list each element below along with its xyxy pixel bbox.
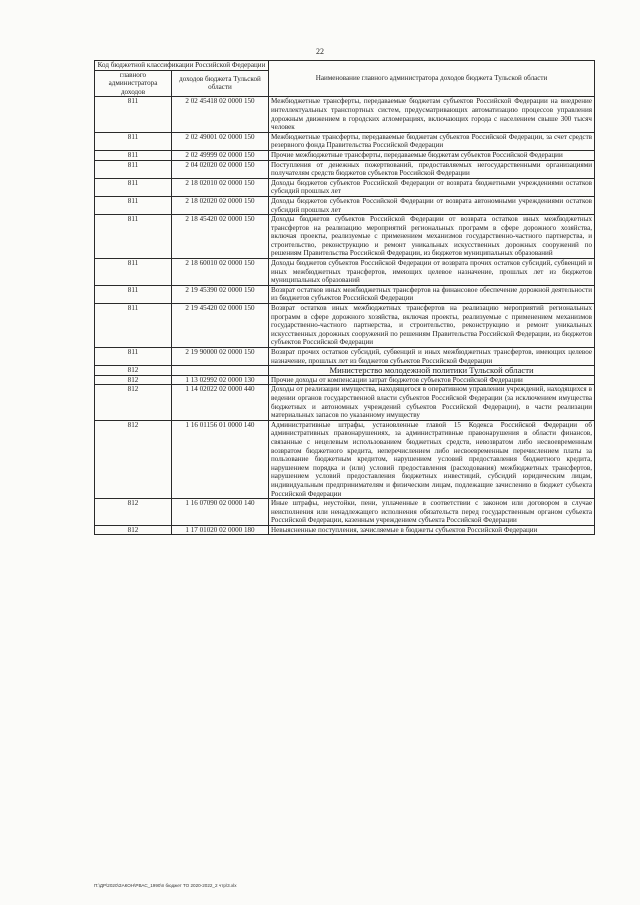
- revenue-name-cell: Поступления от денежных пожертвований, предоставляемых негосударственными организациями получателям средств бюджетов субъектов Российской Федерации: [269, 160, 595, 178]
- table-row: [95, 215, 595, 259]
- revenue-classification-table: [94, 60, 595, 535]
- revenue-code-cell: [172, 366, 269, 376]
- admin-code-cell: 812: [95, 499, 172, 526]
- table-row: [95, 132, 595, 150]
- revenue-code-cell: 2 02 49001 02 0000 150: [172, 132, 269, 150]
- admin-code-cell: 811: [95, 97, 172, 132]
- page-number: 22: [316, 47, 324, 56]
- revenue-name-cell: Доходы бюджетов субъектов Российской Федерации от возврата прочих остатков субсидий, субвенций и иных межбюджетных трансфертов, имеющих целевое назначение, прошлых лет из бюджетов муниципальных образований: [269, 259, 595, 286]
- revenue-code-cell: 2 19 45390 02 0000 150: [172, 285, 269, 303]
- revenue-name-cell: Возврат прочих остатков субсидий, субвенций и иных межбюджетных трансфертов, имеющих целевое назначение, прошлых лет из бюджетов субъектов Российской Федерации: [269, 348, 595, 366]
- admin-code-cell: 811: [95, 285, 172, 303]
- revenue-code-cell: 2 19 45420 02 0000 150: [172, 304, 269, 348]
- revenue-code-cell: 2 04 02020 02 0000 150: [172, 160, 269, 178]
- table-row: [95, 499, 595, 526]
- revenue-name-cell: Межбюджетные трансферты, передаваемые бюджетам субъектов Российской Федерации на внедрение интеллектуальных транспортных систем, предусматривающих автоматизацию процессов управления дорожным движением в городских агломерациях, включающих города с населением свыше 300 тысяч человек: [269, 97, 595, 132]
- revenue-name-cell: Невыясненные поступления, зачисляемые в бюджеты субъектов Российской Федерации: [269, 525, 595, 535]
- header-admin: главного администратора доходов: [95, 70, 172, 97]
- revenue-name-cell: Межбюджетные трансферты, передаваемые бюджетам субъектов Российской Федерации, за счет средств резервного фонда Правительства Российской Федерации: [269, 132, 595, 150]
- admin-code-cell: 811: [95, 259, 172, 286]
- table-row: [95, 97, 595, 132]
- revenue-code-cell: 2 02 49999 02 0000 150: [172, 150, 269, 160]
- table-row: [95, 259, 595, 286]
- admin-code-cell: 811: [95, 304, 172, 348]
- revenue-name-cell: Прочие межбюджетные трансферты, передаваемые бюджетам субъектов Российской Федерации: [269, 150, 595, 160]
- table-row: [95, 178, 595, 196]
- table-row: [95, 285, 595, 303]
- admin-code-cell: 811: [95, 160, 172, 178]
- revenue-name-cell: Возврат остатков иных межбюджетных трансфертов на финансовое обеспечение дорожной деятельности из бюджетов субъектов Российской Федерации: [269, 285, 595, 303]
- admin-code-cell: 811: [95, 178, 172, 196]
- admin-code-cell: 812: [95, 375, 172, 385]
- admin-code-cell: 811: [95, 348, 172, 366]
- admin-code-cell: 811: [95, 215, 172, 259]
- header-row-top: [95, 61, 595, 71]
- admin-code-cell: 811: [95, 150, 172, 160]
- revenue-name-cell: Доходы бюджетов субъектов Российской Федерации от возврата остатков иных межбюджетных трансфертов на реализацию мероприятий региональных программ в сфере дорожного хозяйства, включая проекты, реализуемые с применением механизмов государственно-частного партнерства, и строительство, реконструкцию и ремонт уникальных искусственных дорожных сооружений по решениям Правительства Российской Федерации, из бюджетов муниципальных образований: [269, 215, 595, 259]
- revenue-code-cell: 2 19 90000 02 0000 150: [172, 348, 269, 366]
- revenue-name-cell: Доходы от реализации имущества, находящегося в оперативном управлении учреждений, находящихся в ведении органов государственной власти субъектов Российской Федерации (за исключением имущества бюджетных и автономных учреждений субъектов Российской Федерации), в части реализации материальных запасов по указанному имуществу: [269, 385, 595, 420]
- admin-code-cell: 811: [95, 132, 172, 150]
- file-path-footer: П:\ДР\2020\ЗАКОН\РВАС_1990\п бюджет ТО 2020-2022_2 чтр\3.xlx: [94, 883, 237, 888]
- revenue-name-cell: Прочие доходы от компенсации затрат бюджетов субъектов Российской Федерации: [269, 375, 595, 385]
- admin-code-cell: 812: [95, 366, 172, 376]
- revenue-name-cell: Доходы бюджетов субъектов Российской Федерации от возврата автономными учреждениями остатков субсидий прошлых лет: [269, 196, 595, 214]
- admin-code-cell: 812: [95, 525, 172, 535]
- admin-code-cell: 812: [95, 420, 172, 498]
- header-revenue: доходов бюджета Тульской области: [172, 70, 269, 97]
- revenue-name-cell: Возврат остатков иных межбюджетных трансфертов на реализацию мероприятий региональных программ в сфере дорожного хозяйства, включая проекты, реализуемые с применением механизмов государственно-частного партнерства, и строительство, реконструкцию и ремонт уникальных искусственных дорожных сооружений по решениям Правительства Российской Федерации, из бюджетов субъектов Российской Федерации: [269, 304, 595, 348]
- admin-code-cell: 811: [95, 196, 172, 214]
- revenue-code-cell: 2 18 02010 02 0000 150: [172, 178, 269, 196]
- admin-code-cell: 812: [95, 385, 172, 420]
- ministry-row: [95, 366, 595, 376]
- revenue-name-cell: Иные штрафы, неустойки, пени, уплаченные в соответствии с законом или договором в случае неисполнения или ненадлежащего исполнения обязательств перед государственным органом субъекта Российской Федерации, казенным учреждением субъекта Российской Федерации: [269, 499, 595, 526]
- table-row: [95, 304, 595, 348]
- table-row: [95, 196, 595, 214]
- revenue-code-cell: 2 18 45420 02 0000 150: [172, 215, 269, 259]
- header-kbk: Код бюджетной классификации Российской Федерации: [95, 61, 269, 71]
- table-row: [95, 420, 595, 498]
- revenue-code-cell: 2 02 45418 02 0000 150: [172, 97, 269, 132]
- revenue-name-cell: Министерство молодежной политики Тульской области: [269, 366, 595, 376]
- table-row: [95, 375, 595, 385]
- table-row: [95, 385, 595, 420]
- table-row: [95, 348, 595, 366]
- revenue-code-cell: 1 14 02022 02 0000 440: [172, 385, 269, 420]
- table-body: [95, 97, 595, 535]
- revenue-code-cell: 1 13 02992 02 0000 130: [172, 375, 269, 385]
- revenue-code-cell: 2 18 02020 02 0000 150: [172, 196, 269, 214]
- header-name: Наименование главного администратора доходов бюджета Тульской области: [269, 61, 595, 97]
- revenue-name-cell: Административные штрафы, установленные главой 15 Кодекса Российской Федерации об административных правонарушениях, за административные правонарушения в области финансов, связанные с нецелевым использованием бюджетных средств, невозвратом либо несвоевременным возвратом бюджетного кредита, неперечислением либо несвоевременным перечислением платы за пользование бюджетным кредитом, нарушением условий предоставления бюджетного кредита, нарушением порядка и (или) условий предоставления (расходования) межбюджетных трансфертов, нарушением условий предоставления бюджетных инвестиций, субсидий юридическим лицам, индивидуальным предпринимателям и физическим лицам, подлежащие зачислению в бюджет субъекта Российской Федерации: [269, 420, 595, 498]
- revenue-code-cell: 1 17 01020 02 0000 180: [172, 525, 269, 535]
- revenue-code-cell: 1 16 01156 01 0000 140: [172, 420, 269, 498]
- revenue-code-cell: 1 16 07090 02 0000 140: [172, 499, 269, 526]
- table-row: [95, 160, 595, 178]
- table-row: [95, 525, 595, 535]
- revenue-name-cell: Доходы бюджетов субъектов Российской Федерации от возврата бюджетными учреждениями остатков субсидий прошлых лет: [269, 178, 595, 196]
- table-row: [95, 150, 595, 160]
- revenue-code-cell: 2 18 60010 02 0000 150: [172, 259, 269, 286]
